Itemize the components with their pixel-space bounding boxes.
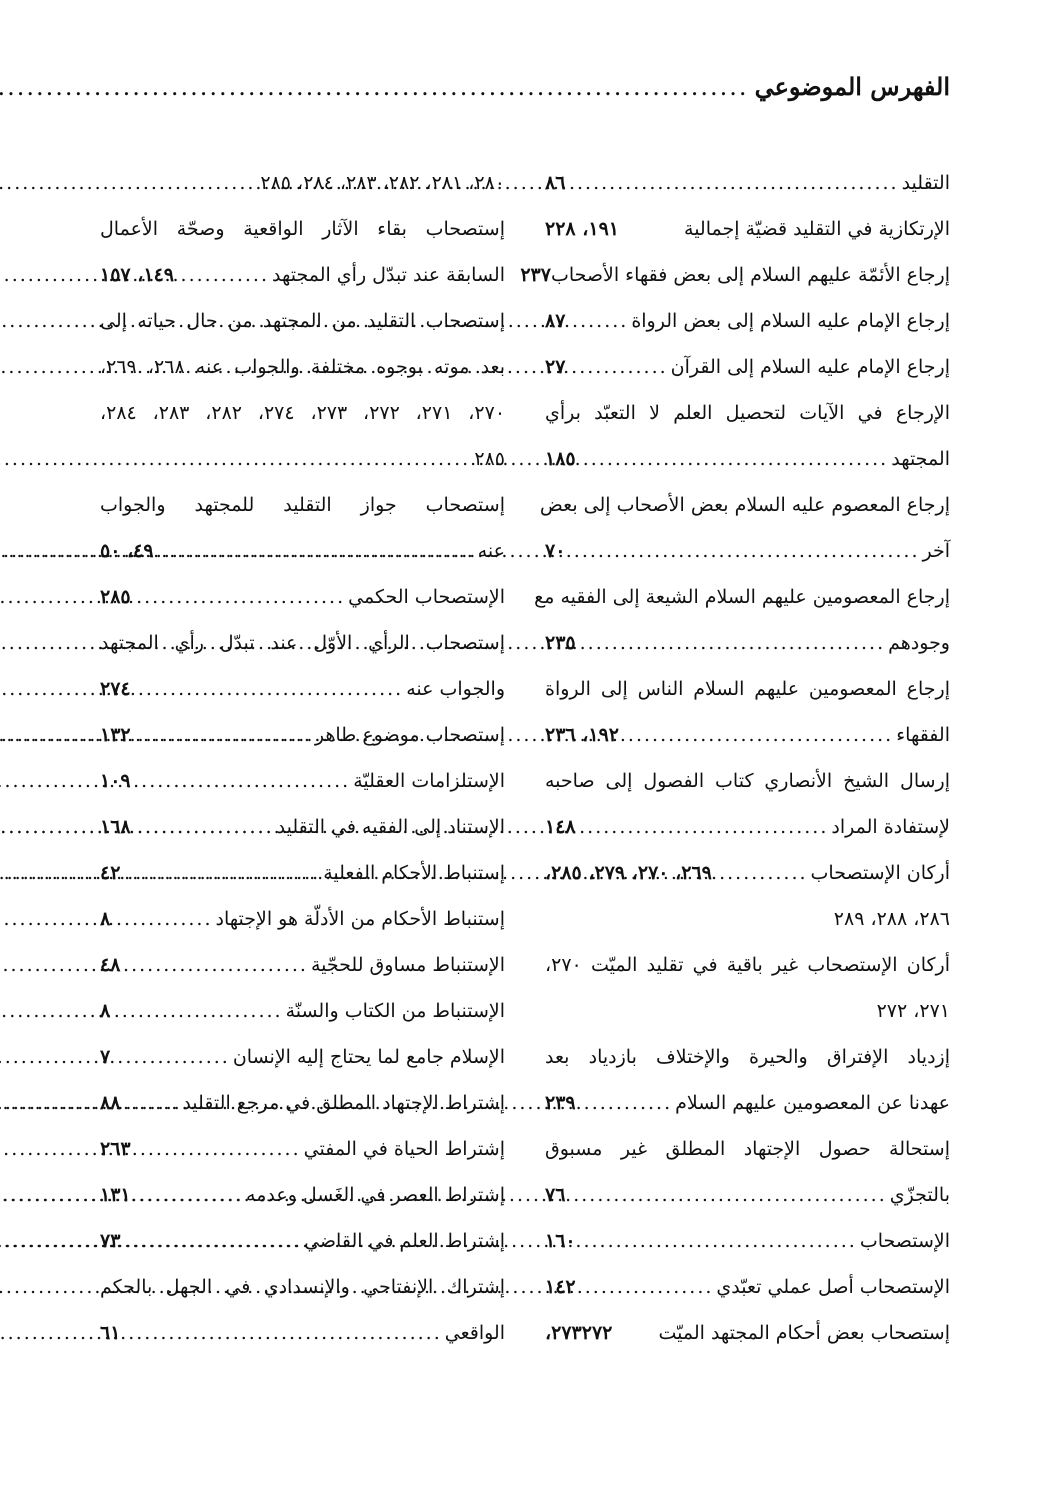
- index-entry: [545, 390, 950, 436]
- leader-dots: [579, 804, 829, 850]
- entry-text: إستنباط الأحكام الفعلية: [323, 862, 505, 884]
- entry-text: الإستصحاب أصل عملي تعبّدي: [716, 1276, 950, 1298]
- entry-text: الإستنباط من الكتاب والسنّة: [285, 1000, 505, 1022]
- entry-text: بالتجزّي: [889, 1184, 950, 1206]
- leader-dots: [123, 1218, 301, 1264]
- index-entry: [100, 390, 505, 436]
- index-entry: [545, 206, 950, 252]
- entry-page-number: ٢٧٤: [100, 678, 131, 700]
- leader-dots: [177, 252, 269, 298]
- entry-page-number: ٨٨: [100, 1092, 121, 1114]
- index-entry: [545, 1126, 950, 1172]
- index-entry: [100, 298, 505, 344]
- index-entry: [100, 712, 505, 758]
- index-entry: [100, 1264, 505, 1310]
- index-entry: [100, 1126, 505, 1172]
- entry-text: ٢٧١، ٢٧٢: [876, 1000, 950, 1022]
- entry-text: إزدياد الإفتراق والحيرة والإختلاف بازدياد بعد: [545, 1046, 950, 1068]
- entry-text: إرسال الشيخ الأنصاري كتاب الفصول إلى صاحبه: [545, 770, 950, 792]
- entry-text: الإرجاع في الآيات لتحصيل العلم لا التعبّد برأي: [545, 402, 950, 424]
- index-entry: [545, 436, 950, 482]
- index-entry: [545, 804, 950, 850]
- entry-page-number: ٢٣٧: [520, 264, 551, 286]
- entry-text: الإستنباط مساوق للحجّية: [310, 954, 505, 976]
- index-entry: [545, 160, 950, 206]
- entry-text: إشتراط الحياة في المفتي: [303, 1138, 505, 1160]
- entry-text: إشتراك الإنفتاحي والإنسدادي في الجهل بالحكم: [100, 1276, 505, 1298]
- index-column-left: [100, 160, 505, 1356]
- entry-text: أركان الإستصحاب: [810, 862, 950, 884]
- index-entry: [100, 436, 505, 482]
- entry-text: عنه: [477, 540, 505, 562]
- leader-dots: [579, 620, 886, 666]
- index-entry: [545, 850, 950, 896]
- leader-dots: [568, 298, 628, 344]
- index-entry: [545, 528, 950, 574]
- leader-dots: [123, 942, 308, 988]
- index-entry: [545, 988, 950, 1034]
- entry-text: إرجاع المعصومين عليهم السلام الشيعة إلى الفقيه مع: [534, 586, 950, 608]
- index-entry: [100, 988, 505, 1034]
- entry-text: الإستلزامات العقليّة: [353, 770, 505, 792]
- entry-page-number: ١٤٩، ١٥٧: [100, 264, 174, 286]
- index-entry: [100, 252, 505, 298]
- entry-page-number: ٢٦٩، ٢٧٠، ٢٧٩، ٢٨٥،: [545, 862, 712, 884]
- entry-text: إستنباط الأحكام من الأدلّة هو الإجتهاد: [215, 908, 505, 930]
- entry-page-number: ١٩٢، ٢٣٦: [545, 724, 619, 746]
- entry-text: لإستفادة المراد: [831, 816, 950, 838]
- entry-text: وجودهم: [888, 632, 950, 654]
- index-entry: [545, 758, 950, 804]
- header-leader-dots: [0, 72, 749, 101]
- index-entry: [545, 1310, 950, 1356]
- leader-dots: [123, 850, 320, 896]
- entry-page-number: ١٦٠: [545, 1230, 576, 1252]
- entry-page-number: ٦١: [100, 1322, 121, 1344]
- index-entry: [100, 206, 505, 252]
- entry-page-number: ٢٦٣: [100, 1138, 131, 1160]
- index-entry: [545, 712, 950, 758]
- leader-dots: [134, 1172, 243, 1218]
- leader-dots: [579, 436, 889, 482]
- entry-text: إشتراط الإجتهاد المطلق في مرجع التقليد: [182, 1092, 505, 1114]
- entry-text: إستصحاب التقليد من المجتهد من حال حياته إلى: [100, 310, 505, 332]
- leader-dots: [579, 1264, 714, 1310]
- entry-page-number: ١٤٨: [545, 816, 576, 838]
- entry-page-number: ٨: [100, 908, 111, 930]
- entry-text: الإسلام جامع لما يحتاج إليه الإنسان: [232, 1046, 505, 1068]
- index-entry: [100, 574, 505, 620]
- entry-text: إشتراط العلم في القاضي: [304, 1230, 505, 1252]
- entry-text: ٢٨٠، ٢٨١، ٢٨٢، ٢٨٣، ٢٨٤، ٢٨٥: [260, 172, 505, 194]
- entry-text: أركان الإستصحاب غير باقية في تقليد الميّت ٢٧٠،: [545, 954, 950, 976]
- leader-dots: [568, 1172, 886, 1218]
- index-entry: [100, 942, 505, 988]
- index-entry: [520, 252, 950, 298]
- leader-dots: [579, 1218, 857, 1264]
- entry-page-number: ٧٦: [545, 1184, 566, 1206]
- entry-text: ٢٨٦، ٢٨٨، ٢٨٩: [833, 908, 950, 930]
- entry-page-number: ٧٣: [100, 1230, 121, 1252]
- entry-page-number: ٢٧٣٢٧٢،: [545, 1322, 613, 1344]
- index-entry: [100, 758, 505, 804]
- entry-page-number: ٧٠: [545, 540, 566, 562]
- entry-page-number: ١٣١: [100, 1184, 131, 1206]
- entry-text: إرجاع الأئمّة عليهم السلام إلى بعض فقهاء الأصحاب: [550, 264, 950, 286]
- leader-dots: [113, 988, 282, 1034]
- leader-dots: [157, 528, 475, 574]
- entry-page-number: ١٤٢: [545, 1276, 576, 1298]
- entry-text: الإستناد إلى الفقيه في التقليد: [276, 816, 505, 838]
- entry-text: السابقة عند تبدّل رأي المجتهد: [271, 264, 505, 286]
- index-entry: [545, 942, 950, 988]
- leader-dots: [134, 574, 346, 620]
- index-entry: [545, 666, 950, 712]
- page-header: [100, 72, 950, 101]
- entry-text: إستصحاب بقاء الآثار الواقعية وصحّة الأعمال: [100, 218, 505, 240]
- index-entry: [100, 344, 505, 390]
- leader-dots: [568, 160, 898, 206]
- index-entry: [100, 620, 505, 666]
- entry-text: إرجاع المعصوم عليه السلام بعض الأصحاب إلى بعض: [539, 494, 950, 516]
- entry-page-number: ٢٧: [545, 356, 566, 378]
- leader-dots: [113, 1034, 230, 1080]
- leader-dots: [123, 1080, 179, 1126]
- index-entry: [100, 896, 505, 942]
- index-entry: [100, 160, 505, 206]
- entry-text: إرجاع المعصومين عليهم السلام الناس إلى الرواة: [545, 678, 950, 700]
- entry-text: المجتهد: [891, 448, 950, 470]
- entry-page-number: ١٩١، ٢٢٨: [545, 218, 619, 240]
- entry-text: الإستصحاب: [859, 1230, 950, 1252]
- entry-page-number: ٢٣٩: [545, 1092, 576, 1114]
- leader-dots: [134, 804, 274, 850]
- entry-page-number: ٤٩، ٥٠: [100, 540, 154, 562]
- leader-dots: [579, 1080, 673, 1126]
- index-entry: [100, 804, 505, 850]
- entry-page-number: ٨: [100, 1000, 111, 1022]
- entry-text: إستصحاب موضوع طاهر: [314, 724, 505, 746]
- leader-dots: [123, 1310, 441, 1356]
- entry-text: إرجاع الإمام عليه السلام إلى القرآن: [670, 356, 950, 378]
- index-entry: [100, 1310, 505, 1356]
- index-entry: [100, 1034, 505, 1080]
- entry-page-number: ٤٨: [100, 954, 121, 976]
- entry-page-number: ١٦٨: [100, 816, 131, 838]
- index-entry: [100, 1172, 505, 1218]
- entry-text: إستصحاب بعض أحكام المجتهد الميّت: [658, 1322, 950, 1344]
- leader-dots: [568, 344, 667, 390]
- index-entry: [539, 482, 950, 528]
- leader-dots: [134, 712, 312, 758]
- index-entry: [100, 1218, 505, 1264]
- index-entry: [100, 850, 505, 896]
- entry-page-number: ٨٧: [545, 310, 566, 332]
- entry-text: التقليد: [901, 172, 950, 194]
- entry-text: الواقعي: [444, 1322, 505, 1344]
- index-entry: [545, 1218, 950, 1264]
- index-entry: [545, 344, 950, 390]
- entry-text: الإرتكازية في التقليد قضيّة إجمالية: [684, 218, 950, 240]
- index-entry: [545, 298, 950, 344]
- entry-text: إشتراط العصر في الغَسل وعدمه: [246, 1184, 505, 1206]
- index-entry: [545, 1034, 950, 1080]
- leader-dots: [568, 528, 919, 574]
- entry-page-number: ٨٦: [545, 172, 566, 194]
- entry-page-number: ٤٢: [100, 862, 121, 884]
- index-column-right: [520, 160, 950, 1356]
- index-entry: [534, 574, 950, 620]
- index-entry: [100, 666, 505, 712]
- entry-text: إستحالة حصول الإجتهاد المطلق غير مسبوق: [545, 1138, 950, 1160]
- entry-page-number: ١٠٩: [100, 770, 131, 792]
- entry-page-number: ٧: [100, 1046, 111, 1068]
- entry-text: عهدنا عن المعصومين عليهم السلام: [675, 1092, 950, 1114]
- entry-text: والجواب عنه: [406, 678, 505, 700]
- index-entry: [545, 620, 950, 666]
- leader-dots: [134, 666, 404, 712]
- section-title: الفهرس الموضوعي: [754, 72, 950, 101]
- leader-dots: [134, 758, 351, 804]
- entry-page-number: ٢٨٥: [100, 586, 131, 608]
- entry-text: الإستصحاب الحكمي: [348, 586, 505, 608]
- index-entry: [100, 482, 505, 528]
- entry-text: إرجاع الإمام عليه السلام إلى بعض الرواة: [631, 310, 950, 332]
- entry-page-number: ٢٣٥: [545, 632, 576, 654]
- index-entry: [545, 896, 950, 942]
- leader-dots: [622, 712, 893, 758]
- index-entry: [545, 1172, 950, 1218]
- index-entry: [100, 1080, 505, 1126]
- entry-text: الفقهاء: [896, 724, 950, 746]
- index-entry: [100, 528, 505, 574]
- entry-page-number: ١٨٥: [545, 448, 576, 470]
- entry-page-number: ١٣٢: [100, 724, 131, 746]
- index-entry: [545, 1264, 950, 1310]
- index-entry: [545, 1080, 950, 1126]
- entry-text: إستصحاب الرأي الأوّل عند تبدّل رأي المجتهد: [100, 632, 505, 654]
- entry-text: ٢٨٥: [474, 448, 505, 470]
- entry-text: إستصحاب جواز التقليد للمجتهد والجواب: [100, 494, 505, 516]
- entry-text: آخر: [922, 540, 950, 562]
- leader-dots: [134, 1126, 301, 1172]
- entry-text: ٢٧٠، ٢٧١، ٢٧٢، ٢٧٣، ٢٧٤، ٢٨٢، ٢٨٣، ٢٨٤،: [100, 402, 506, 424]
- leader-dots: [715, 850, 808, 896]
- entry-text: بعد موته بوجوه مختلفة والجواب عنه ٢٦٨، ٢٦٩،: [100, 356, 506, 378]
- leader-dots: [113, 896, 212, 942]
